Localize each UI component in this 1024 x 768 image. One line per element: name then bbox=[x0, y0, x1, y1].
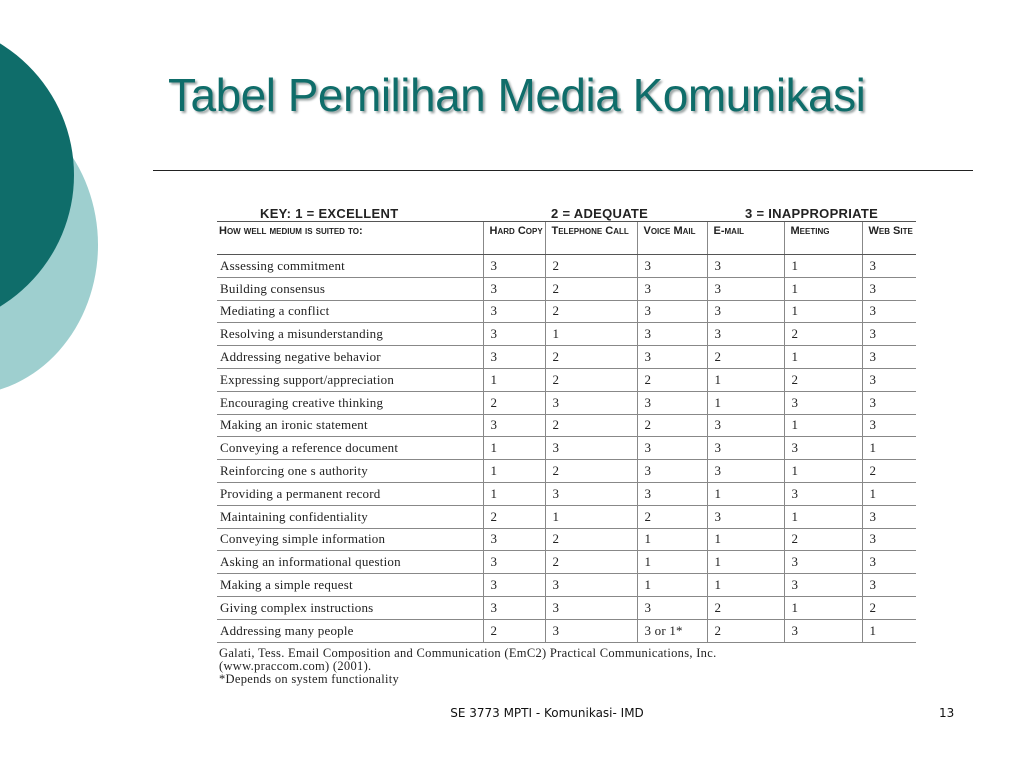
cell-task: Making a simple request bbox=[217, 574, 483, 597]
cell-meeting: 1 bbox=[784, 346, 862, 369]
cell-hard-copy: 2 bbox=[483, 505, 545, 528]
slide-page-number: 13 bbox=[939, 706, 955, 720]
footnote-citation-url: (www.praccom.com) (2001). bbox=[219, 658, 372, 673]
table-row bbox=[217, 277, 916, 300]
cell-email: 2 bbox=[707, 619, 784, 642]
cell-voice-mail: 3 bbox=[637, 482, 707, 505]
table-row bbox=[217, 323, 916, 346]
cell-hard-copy: 3 bbox=[483, 414, 545, 437]
cell-telephone-call: 2 bbox=[545, 460, 637, 483]
cell-telephone-call: 2 bbox=[545, 255, 637, 278]
cell-hard-copy: 1 bbox=[483, 482, 545, 505]
cell-meeting: 3 bbox=[784, 437, 862, 460]
table-row bbox=[217, 437, 916, 460]
cell-email: 1 bbox=[707, 482, 784, 505]
table-row bbox=[217, 368, 916, 391]
cell-meeting: 3 bbox=[784, 551, 862, 574]
cell-voice-mail: 3 or 1* bbox=[637, 619, 707, 642]
cell-meeting: 2 bbox=[784, 528, 862, 551]
cell-telephone-call: 3 bbox=[545, 596, 637, 619]
slide-title: Tabel Pemilihan Media Komunikasi bbox=[168, 69, 866, 121]
cell-email: 3 bbox=[707, 460, 784, 483]
cell-email: 3 bbox=[707, 323, 784, 346]
cell-email: 3 bbox=[707, 255, 784, 278]
cell-voice-mail: 3 bbox=[637, 323, 707, 346]
table-row bbox=[217, 619, 916, 642]
cell-web-site: 3 bbox=[862, 528, 916, 551]
table-row bbox=[217, 460, 916, 483]
cell-task: Reinforcing one s authority bbox=[217, 460, 483, 483]
cell-web-site: 3 bbox=[862, 391, 916, 414]
header-telephone-call: Telephone Call bbox=[545, 222, 637, 255]
cell-web-site: 1 bbox=[862, 482, 916, 505]
cell-meeting: 1 bbox=[784, 277, 862, 300]
table-body bbox=[217, 255, 916, 643]
table-row bbox=[217, 482, 916, 505]
cell-telephone-call: 3 bbox=[545, 391, 637, 414]
cell-task: Asking an informational question bbox=[217, 551, 483, 574]
header-task: How well medium is suited to: bbox=[217, 222, 483, 255]
header-hard-copy: Hard Copy bbox=[483, 222, 545, 255]
cell-task: Building consensus bbox=[217, 277, 483, 300]
cell-web-site: 3 bbox=[862, 551, 916, 574]
cell-telephone-call: 3 bbox=[545, 437, 637, 460]
cell-email: 1 bbox=[707, 368, 784, 391]
cell-meeting: 1 bbox=[784, 505, 862, 528]
cell-task: Encouraging creative thinking bbox=[217, 391, 483, 414]
key-inappropriate: 3 = INAPPROPRIATE bbox=[745, 206, 879, 221]
media-selection-table-figure bbox=[217, 206, 916, 686]
cell-telephone-call: 2 bbox=[545, 277, 637, 300]
cell-email: 1 bbox=[707, 551, 784, 574]
cell-task: Making an ironic statement bbox=[217, 414, 483, 437]
table-row bbox=[217, 391, 916, 414]
media-selection-table bbox=[217, 221, 916, 643]
key-excellent: KEY: 1 = EXCELLENT bbox=[260, 206, 399, 221]
table-header-row bbox=[217, 222, 916, 255]
cell-email: 1 bbox=[707, 528, 784, 551]
cell-meeting: 1 bbox=[784, 255, 862, 278]
cell-hard-copy: 3 bbox=[483, 255, 545, 278]
cell-meeting: 1 bbox=[784, 414, 862, 437]
cell-voice-mail: 3 bbox=[637, 460, 707, 483]
cell-hard-copy: 1 bbox=[483, 437, 545, 460]
cell-web-site: 3 bbox=[862, 414, 916, 437]
cell-task: Addressing many people bbox=[217, 619, 483, 642]
cell-telephone-call: 3 bbox=[545, 482, 637, 505]
cell-hard-copy: 3 bbox=[483, 596, 545, 619]
cell-meeting: 1 bbox=[784, 596, 862, 619]
cell-voice-mail: 3 bbox=[637, 300, 707, 323]
cell-telephone-call: 3 bbox=[545, 619, 637, 642]
header-web-site: Web Site bbox=[862, 222, 916, 255]
cell-hard-copy: 3 bbox=[483, 277, 545, 300]
cell-hard-copy: 3 bbox=[483, 323, 545, 346]
table-row bbox=[217, 300, 916, 323]
cell-voice-mail: 3 bbox=[637, 391, 707, 414]
cell-hard-copy: 3 bbox=[483, 528, 545, 551]
cell-task: Maintaining confidentiality bbox=[217, 505, 483, 528]
cell-web-site: 2 bbox=[862, 596, 916, 619]
cell-task: Conveying simple information bbox=[217, 528, 483, 551]
cell-voice-mail: 1 bbox=[637, 574, 707, 597]
cell-telephone-call: 2 bbox=[545, 528, 637, 551]
cell-voice-mail: 3 bbox=[637, 596, 707, 619]
cell-hard-copy: 3 bbox=[483, 574, 545, 597]
cell-web-site: 3 bbox=[862, 368, 916, 391]
cell-email: 2 bbox=[707, 596, 784, 619]
cell-meeting: 2 bbox=[784, 323, 862, 346]
cell-meeting: 3 bbox=[784, 482, 862, 505]
table-row bbox=[217, 505, 916, 528]
cell-web-site: 3 bbox=[862, 346, 916, 369]
cell-web-site: 3 bbox=[862, 574, 916, 597]
cell-hard-copy: 1 bbox=[483, 368, 545, 391]
cell-web-site: 3 bbox=[862, 505, 916, 528]
footnote-asterisk: *Depends on system functionality bbox=[219, 671, 400, 686]
cell-hard-copy: 3 bbox=[483, 551, 545, 574]
cell-email: 2 bbox=[707, 346, 784, 369]
cell-hard-copy: 3 bbox=[483, 300, 545, 323]
cell-web-site: 3 bbox=[862, 255, 916, 278]
cell-task: Providing a permanent record bbox=[217, 482, 483, 505]
cell-voice-mail: 3 bbox=[637, 346, 707, 369]
cell-hard-copy: 2 bbox=[483, 391, 545, 414]
cell-hard-copy: 1 bbox=[483, 460, 545, 483]
cell-telephone-call: 2 bbox=[545, 551, 637, 574]
header-voice-mail: Voice Mail bbox=[637, 222, 707, 255]
table-key bbox=[217, 206, 916, 221]
cell-task: Addressing negative behavior bbox=[217, 346, 483, 369]
slide-footer-text: SE 3773 MPTI - Komunikasi- IMD bbox=[450, 706, 644, 720]
table-row bbox=[217, 574, 916, 597]
cell-task: Assessing commitment bbox=[217, 255, 483, 278]
cell-task: Giving complex instructions bbox=[217, 596, 483, 619]
cell-telephone-call: 2 bbox=[545, 300, 637, 323]
cell-voice-mail: 1 bbox=[637, 551, 707, 574]
cell-voice-mail: 3 bbox=[637, 437, 707, 460]
cell-email: 3 bbox=[707, 505, 784, 528]
cell-task: Expressing support/appreciation bbox=[217, 368, 483, 391]
table-row bbox=[217, 596, 916, 619]
cell-task: Resolving a misunderstanding bbox=[217, 323, 483, 346]
table-row bbox=[217, 528, 916, 551]
cell-meeting: 3 bbox=[784, 619, 862, 642]
cell-telephone-call: 1 bbox=[545, 323, 637, 346]
cell-telephone-call: 3 bbox=[545, 574, 637, 597]
cell-web-site: 3 bbox=[862, 300, 916, 323]
cell-voice-mail: 1 bbox=[637, 528, 707, 551]
cell-telephone-call: 2 bbox=[545, 368, 637, 391]
cell-email: 3 bbox=[707, 277, 784, 300]
cell-telephone-call: 1 bbox=[545, 505, 637, 528]
cell-task: Mediating a conflict bbox=[217, 300, 483, 323]
cell-meeting: 1 bbox=[784, 460, 862, 483]
cell-task: Conveying a reference document bbox=[217, 437, 483, 460]
cell-hard-copy: 3 bbox=[483, 346, 545, 369]
cell-voice-mail: 2 bbox=[637, 368, 707, 391]
key-adequate: 2 = ADEQUATE bbox=[551, 206, 649, 221]
table-footnotes bbox=[217, 647, 916, 686]
cell-web-site: 1 bbox=[862, 619, 916, 642]
cell-telephone-call: 2 bbox=[545, 346, 637, 369]
cell-web-site: 3 bbox=[862, 323, 916, 346]
cell-voice-mail: 2 bbox=[637, 505, 707, 528]
cell-hard-copy: 2 bbox=[483, 619, 545, 642]
table-row bbox=[217, 414, 916, 437]
cell-web-site: 2 bbox=[862, 460, 916, 483]
cell-telephone-call: 2 bbox=[545, 414, 637, 437]
cell-email: 3 bbox=[707, 300, 784, 323]
title-divider bbox=[153, 170, 973, 171]
cell-email: 3 bbox=[707, 414, 784, 437]
cell-voice-mail: 2 bbox=[637, 414, 707, 437]
cell-meeting: 3 bbox=[784, 574, 862, 597]
cell-email: 3 bbox=[707, 437, 784, 460]
cell-web-site: 1 bbox=[862, 437, 916, 460]
cell-meeting: 3 bbox=[784, 391, 862, 414]
header-meeting: Meeting bbox=[784, 222, 862, 255]
cell-email: 1 bbox=[707, 574, 784, 597]
footnote-citation: Galati, Tess. Email Composition and Communication (EmC2) Practical Communications, Inc. bbox=[219, 645, 717, 660]
cell-web-site: 3 bbox=[862, 277, 916, 300]
table-row bbox=[217, 346, 916, 369]
table-row bbox=[217, 255, 916, 278]
cell-voice-mail: 3 bbox=[637, 255, 707, 278]
cell-voice-mail: 3 bbox=[637, 277, 707, 300]
cell-meeting: 1 bbox=[784, 300, 862, 323]
cell-email: 1 bbox=[707, 391, 784, 414]
cell-meeting: 2 bbox=[784, 368, 862, 391]
header-email: E-mail bbox=[707, 222, 784, 255]
table-row bbox=[217, 551, 916, 574]
